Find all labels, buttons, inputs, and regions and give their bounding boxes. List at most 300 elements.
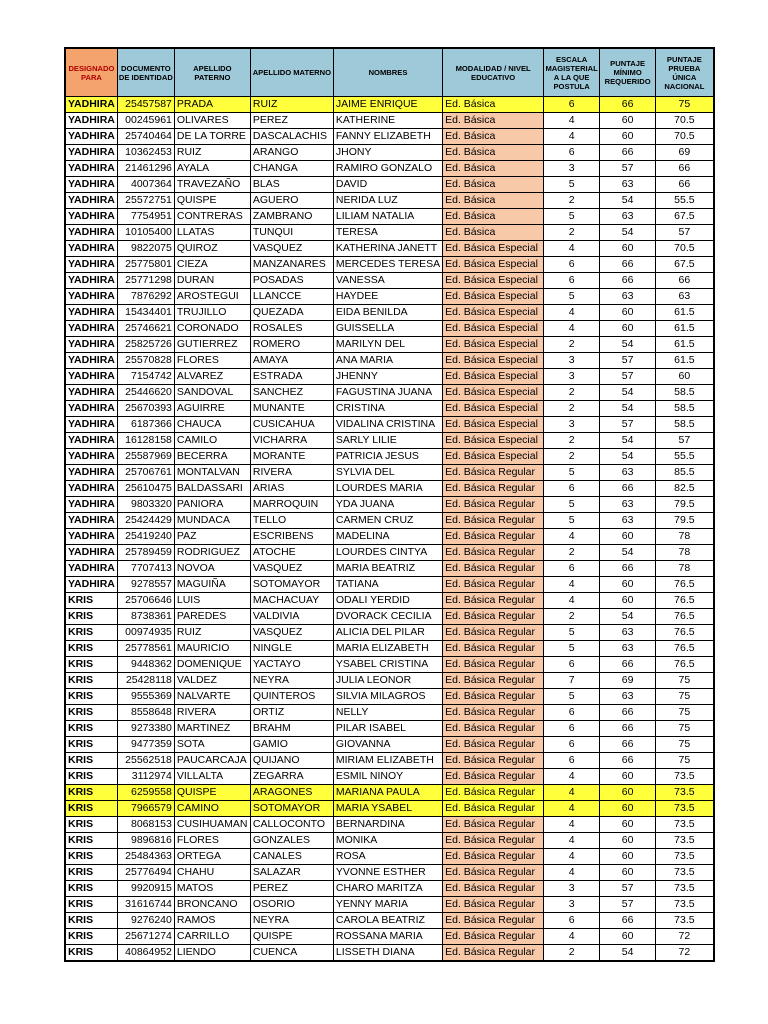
cell-apellido-materno[interactable]: CALLOCONTO — [250, 817, 333, 833]
cell-puntaje-nacional[interactable]: 73.5 — [656, 881, 714, 897]
cell-puntaje-nacional[interactable]: 73.5 — [656, 769, 714, 785]
cell-puntaje-minimo[interactable]: 60 — [600, 849, 656, 865]
table-row[interactable] — [65, 769, 714, 785]
cell-apellido-paterno[interactable]: RODRIGUEZ — [174, 545, 250, 561]
cell-documento[interactable]: 21461296 — [117, 161, 174, 177]
cell-apellido-materno[interactable]: MARROQUIN — [250, 497, 333, 513]
cell-nombres[interactable]: ROSSANA MARIA — [333, 929, 442, 945]
table-row[interactable] — [65, 721, 714, 737]
cell-escala[interactable]: 4 — [544, 129, 600, 145]
cell-puntaje-minimo[interactable]: 66 — [600, 753, 656, 769]
cell-apellido-paterno[interactable]: RAMOS — [174, 913, 250, 929]
cell-documento[interactable]: 8738361 — [117, 609, 174, 625]
cell-apellido-materno[interactable]: QUISPE — [250, 929, 333, 945]
cell-puntaje-minimo[interactable]: 66 — [600, 273, 656, 289]
cell-puntaje-nacional[interactable]: 72 — [656, 945, 714, 962]
cell-puntaje-nacional[interactable]: 75 — [656, 705, 714, 721]
table-row[interactable] — [65, 289, 714, 305]
table-row[interactable] — [65, 193, 714, 209]
cell-nombres[interactable]: FAGUSTINA JUANA — [333, 385, 442, 401]
cell-nombres[interactable]: MADELINA — [333, 529, 442, 545]
cell-documento[interactable]: 25587969 — [117, 449, 174, 465]
cell-puntaje-minimo[interactable]: 60 — [600, 577, 656, 593]
cell-designado[interactable]: YADHIRA — [65, 241, 117, 257]
cell-nombres[interactable]: JHENNY — [333, 369, 442, 385]
cell-apellido-paterno[interactable]: NOVOA — [174, 561, 250, 577]
cell-nombres[interactable]: ALICIA DEL PILAR — [333, 625, 442, 641]
cell-designado[interactable]: KRIS — [65, 881, 117, 897]
cell-modalidad[interactable]: Ed. Básica Regular — [443, 753, 544, 769]
cell-apellido-materno[interactable]: NINGLE — [250, 641, 333, 657]
cell-documento[interactable]: 9803320 — [117, 497, 174, 513]
table-row[interactable] — [65, 241, 714, 257]
cell-apellido-paterno[interactable]: LUIS — [174, 593, 250, 609]
cell-modalidad[interactable]: Ed. Básica Regular — [443, 705, 544, 721]
cell-modalidad[interactable]: Ed. Básica Especial — [443, 257, 544, 273]
cell-escala[interactable]: 4 — [544, 833, 600, 849]
table-row[interactable] — [65, 625, 714, 641]
cell-designado[interactable]: KRIS — [65, 897, 117, 913]
cell-escala[interactable]: 6 — [544, 561, 600, 577]
cell-documento[interactable]: 9555369 — [117, 689, 174, 705]
cell-designado[interactable]: YADHIRA — [65, 577, 117, 593]
cell-nombres[interactable]: YDA JUANA — [333, 497, 442, 513]
cell-designado[interactable]: YADHIRA — [65, 497, 117, 513]
header-apellido-materno[interactable]: APELLIDO MATERNO — [250, 48, 333, 97]
cell-apellido-paterno[interactable]: FLORES — [174, 833, 250, 849]
cell-apellido-paterno[interactable]: DURAN — [174, 273, 250, 289]
cell-puntaje-minimo[interactable]: 57 — [600, 353, 656, 369]
cell-apellido-materno[interactable]: PEREZ — [250, 113, 333, 129]
cell-puntaje-minimo[interactable]: 57 — [600, 369, 656, 385]
cell-nombres[interactable]: RAMIRO GONZALO — [333, 161, 442, 177]
cell-puntaje-nacional[interactable]: 60 — [656, 369, 714, 385]
cell-puntaje-minimo[interactable]: 54 — [600, 337, 656, 353]
cell-nombres[interactable]: KATHERINE — [333, 113, 442, 129]
table-row[interactable] — [65, 913, 714, 929]
cell-puntaje-minimo[interactable]: 60 — [600, 865, 656, 881]
cell-designado[interactable]: KRIS — [65, 753, 117, 769]
cell-modalidad[interactable]: Ed. Básica Especial — [443, 273, 544, 289]
cell-puntaje-minimo[interactable]: 66 — [600, 657, 656, 673]
cell-apellido-materno[interactable]: ORTIZ — [250, 705, 333, 721]
cell-documento[interactable]: 6187366 — [117, 417, 174, 433]
cell-apellido-materno[interactable]: ZEGARRA — [250, 769, 333, 785]
cell-nombres[interactable]: MARIA YSABEL — [333, 801, 442, 817]
cell-apellido-materno[interactable]: LLANCCE — [250, 289, 333, 305]
cell-documento[interactable]: 9273380 — [117, 721, 174, 737]
cell-designado[interactable]: YADHIRA — [65, 289, 117, 305]
cell-apellido-materno[interactable]: SALAZAR — [250, 865, 333, 881]
cell-nombres[interactable]: MIRIAM ELIZABETH — [333, 753, 442, 769]
cell-nombres[interactable]: JULIA LEONOR — [333, 673, 442, 689]
cell-modalidad[interactable]: Ed. Básica Regular — [443, 785, 544, 801]
cell-modalidad[interactable]: Ed. Básica Regular — [443, 801, 544, 817]
cell-designado[interactable]: YADHIRA — [65, 417, 117, 433]
cell-puntaje-minimo[interactable]: 54 — [600, 945, 656, 962]
cell-escala[interactable]: 3 — [544, 897, 600, 913]
cell-apellido-paterno[interactable]: DE LA TORRE — [174, 129, 250, 145]
cell-escala[interactable]: 4 — [544, 593, 600, 609]
cell-documento[interactable]: 7966579 — [117, 801, 174, 817]
cell-nombres[interactable]: TATIANA — [333, 577, 442, 593]
cell-modalidad[interactable]: Ed. Básica Regular — [443, 657, 544, 673]
cell-modalidad[interactable]: Ed. Básica — [443, 145, 544, 161]
cell-modalidad[interactable]: Ed. Básica Regular — [443, 881, 544, 897]
cell-escala[interactable]: 4 — [544, 929, 600, 945]
cell-apellido-materno[interactable]: MANZANARES — [250, 257, 333, 273]
cell-documento[interactable]: 25484363 — [117, 849, 174, 865]
table-row[interactable] — [65, 641, 714, 657]
cell-documento[interactable]: 8558648 — [117, 705, 174, 721]
cell-apellido-materno[interactable]: VASQUEZ — [250, 625, 333, 641]
cell-apellido-materno[interactable]: ESCRIBENS — [250, 529, 333, 545]
cell-puntaje-minimo[interactable]: 54 — [600, 433, 656, 449]
cell-documento[interactable]: 25562518 — [117, 753, 174, 769]
cell-modalidad[interactable]: Ed. Básica Regular — [443, 929, 544, 945]
cell-apellido-materno[interactable]: CHANGA — [250, 161, 333, 177]
cell-apellido-materno[interactable]: ARAGONES — [250, 785, 333, 801]
cell-nombres[interactable]: YENNY MARIA — [333, 897, 442, 913]
cell-escala[interactable]: 5 — [544, 209, 600, 225]
cell-nombres[interactable]: FANNY ELIZABETH — [333, 129, 442, 145]
cell-apellido-materno[interactable]: QUIJANO — [250, 753, 333, 769]
cell-escala[interactable]: 5 — [544, 689, 600, 705]
cell-puntaje-nacional[interactable]: 75 — [656, 673, 714, 689]
cell-apellido-materno[interactable]: RIVERA — [250, 465, 333, 481]
cell-puntaje-nacional[interactable]: 73.5 — [656, 785, 714, 801]
cell-designado[interactable]: KRIS — [65, 865, 117, 881]
cell-designado[interactable]: YADHIRA — [65, 465, 117, 481]
table-row[interactable] — [65, 737, 714, 753]
cell-escala[interactable]: 6 — [544, 705, 600, 721]
cell-modalidad[interactable]: Ed. Básica Regular — [443, 465, 544, 481]
cell-documento[interactable]: 25746621 — [117, 321, 174, 337]
cell-escala[interactable]: 2 — [544, 385, 600, 401]
cell-puntaje-nacional[interactable]: 61.5 — [656, 337, 714, 353]
table-row[interactable] — [65, 753, 714, 769]
cell-modalidad[interactable]: Ed. Básica Regular — [443, 513, 544, 529]
cell-designado[interactable]: YADHIRA — [65, 353, 117, 369]
cell-modalidad[interactable]: Ed. Básica — [443, 113, 544, 129]
cell-documento[interactable]: 25419240 — [117, 529, 174, 545]
cell-apellido-paterno[interactable]: BALDASSARI — [174, 481, 250, 497]
cell-designado[interactable]: KRIS — [65, 737, 117, 753]
cell-puntaje-nacional[interactable]: 61.5 — [656, 305, 714, 321]
cell-designado[interactable]: YADHIRA — [65, 513, 117, 529]
cell-puntaje-nacional[interactable]: 63 — [656, 289, 714, 305]
cell-apellido-materno[interactable]: SOTOMAYOR — [250, 577, 333, 593]
cell-puntaje-minimo[interactable]: 63 — [600, 641, 656, 657]
cell-apellido-paterno[interactable]: RUIZ — [174, 145, 250, 161]
cell-puntaje-nacional[interactable]: 79.5 — [656, 497, 714, 513]
table-row[interactable] — [65, 177, 714, 193]
cell-designado[interactable]: YADHIRA — [65, 97, 117, 113]
cell-puntaje-minimo[interactable]: 57 — [600, 881, 656, 897]
cell-apellido-paterno[interactable]: GUTIERREZ — [174, 337, 250, 353]
cell-designado[interactable]: KRIS — [65, 929, 117, 945]
cell-designado[interactable]: YADHIRA — [65, 481, 117, 497]
cell-documento[interactable]: 9477359 — [117, 737, 174, 753]
cell-puntaje-nacional[interactable]: 58.5 — [656, 385, 714, 401]
cell-modalidad[interactable]: Ed. Básica Regular — [443, 913, 544, 929]
cell-designado[interactable]: YADHIRA — [65, 369, 117, 385]
cell-documento[interactable]: 9822075 — [117, 241, 174, 257]
cell-puntaje-minimo[interactable]: 69 — [600, 673, 656, 689]
cell-documento[interactable]: 9276240 — [117, 913, 174, 929]
cell-modalidad[interactable]: Ed. Básica Regular — [443, 833, 544, 849]
cell-apellido-materno[interactable]: SANCHEZ — [250, 385, 333, 401]
cell-apellido-paterno[interactable]: MAGUIÑA — [174, 577, 250, 593]
cell-apellido-paterno[interactable]: FLORES — [174, 353, 250, 369]
cell-modalidad[interactable]: Ed. Básica — [443, 177, 544, 193]
cell-apellido-paterno[interactable]: NALVARTE — [174, 689, 250, 705]
cell-escala[interactable]: 5 — [544, 465, 600, 481]
table-row[interactable] — [65, 561, 714, 577]
cell-puntaje-nacional[interactable]: 69 — [656, 145, 714, 161]
cell-apellido-paterno[interactable]: PAZ — [174, 529, 250, 545]
table-row[interactable] — [65, 593, 714, 609]
table-row[interactable] — [65, 113, 714, 129]
table-row[interactable] — [65, 385, 714, 401]
table-row[interactable] — [65, 929, 714, 945]
cell-puntaje-minimo[interactable]: 66 — [600, 481, 656, 497]
cell-designado[interactable]: YADHIRA — [65, 113, 117, 129]
cell-nombres[interactable]: LOURDES CINTYA — [333, 545, 442, 561]
cell-escala[interactable]: 3 — [544, 161, 600, 177]
cell-modalidad[interactable]: Ed. Básica Regular — [443, 897, 544, 913]
cell-designado[interactable]: YADHIRA — [65, 257, 117, 273]
cell-designado[interactable]: KRIS — [65, 689, 117, 705]
cell-puntaje-minimo[interactable]: 54 — [600, 545, 656, 561]
cell-escala[interactable]: 5 — [544, 641, 600, 657]
cell-documento[interactable]: 9896816 — [117, 833, 174, 849]
cell-apellido-paterno[interactable]: QUISPE — [174, 193, 250, 209]
cell-apellido-materno[interactable]: BLAS — [250, 177, 333, 193]
cell-designado[interactable]: YADHIRA — [65, 385, 117, 401]
cell-apellido-materno[interactable]: VICHARRA — [250, 433, 333, 449]
table-row[interactable] — [65, 833, 714, 849]
cell-nombres[interactable]: SYLVIA DEL — [333, 465, 442, 481]
cell-nombres[interactable]: MONIKA — [333, 833, 442, 849]
cell-modalidad[interactable]: Ed. Básica Regular — [443, 593, 544, 609]
table-row[interactable] — [65, 577, 714, 593]
cell-documento[interactable]: 25740464 — [117, 129, 174, 145]
cell-apellido-paterno[interactable]: CIEZA — [174, 257, 250, 273]
cell-nombres[interactable]: LISSETH DIANA — [333, 945, 442, 962]
cell-puntaje-nacional[interactable]: 73.5 — [656, 913, 714, 929]
cell-modalidad[interactable]: Ed. Básica Regular — [443, 737, 544, 753]
cell-apellido-paterno[interactable]: PAUCARCAJA — [174, 753, 250, 769]
cell-designado[interactable]: KRIS — [65, 913, 117, 929]
cell-documento[interactable]: 25706761 — [117, 465, 174, 481]
cell-nombres[interactable]: VANESSA — [333, 273, 442, 289]
cell-apellido-paterno[interactable]: MARTINEZ — [174, 721, 250, 737]
cell-modalidad[interactable]: Ed. Básica Especial — [443, 401, 544, 417]
cell-apellido-paterno[interactable]: BRONCANO — [174, 897, 250, 913]
cell-nombres[interactable]: PILAR ISABEL — [333, 721, 442, 737]
cell-escala[interactable]: 4 — [544, 113, 600, 129]
cell-puntaje-nacional[interactable]: 76.5 — [656, 593, 714, 609]
cell-escala[interactable]: 6 — [544, 737, 600, 753]
cell-documento[interactable]: 40864952 — [117, 945, 174, 962]
cell-puntaje-nacional[interactable]: 70.5 — [656, 129, 714, 145]
cell-puntaje-nacional[interactable]: 76.5 — [656, 625, 714, 641]
cell-apellido-materno[interactable]: PEREZ — [250, 881, 333, 897]
cell-puntaje-minimo[interactable]: 66 — [600, 737, 656, 753]
table-row[interactable] — [65, 321, 714, 337]
cell-escala[interactable]: 5 — [544, 289, 600, 305]
cell-escala[interactable]: 4 — [544, 577, 600, 593]
cell-puntaje-nacional[interactable]: 78 — [656, 545, 714, 561]
cell-apellido-paterno[interactable]: AROSTEGUI — [174, 289, 250, 305]
cell-apellido-materno[interactable]: MORANTE — [250, 449, 333, 465]
cell-modalidad[interactable]: Ed. Básica Regular — [443, 945, 544, 962]
cell-modalidad[interactable]: Ed. Básica Regular — [443, 865, 544, 881]
table-row[interactable] — [65, 417, 714, 433]
cell-puntaje-nacional[interactable]: 70.5 — [656, 241, 714, 257]
cell-designado[interactable]: KRIS — [65, 721, 117, 737]
cell-puntaje-minimo[interactable]: 66 — [600, 257, 656, 273]
cell-documento[interactable]: 15434401 — [117, 305, 174, 321]
cell-puntaje-minimo[interactable]: 60 — [600, 113, 656, 129]
cell-apellido-paterno[interactable]: CARRILLO — [174, 929, 250, 945]
cell-nombres[interactable]: SILVIA MILAGROS — [333, 689, 442, 705]
cell-puntaje-minimo[interactable]: 57 — [600, 161, 656, 177]
cell-apellido-paterno[interactable]: OLIVARES — [174, 113, 250, 129]
header-nombres[interactable]: NOMBRES — [333, 48, 442, 97]
cell-puntaje-nacional[interactable]: 73.5 — [656, 833, 714, 849]
cell-designado[interactable]: YADHIRA — [65, 177, 117, 193]
cell-modalidad[interactable]: Ed. Básica Especial — [443, 305, 544, 321]
cell-modalidad[interactable]: Ed. Básica Regular — [443, 481, 544, 497]
table-row[interactable] — [65, 529, 714, 545]
cell-escala[interactable]: 2 — [544, 433, 600, 449]
table-row[interactable] — [65, 401, 714, 417]
cell-nombres[interactable]: GIOVANNA — [333, 737, 442, 753]
cell-nombres[interactable]: HAYDEE — [333, 289, 442, 305]
cell-escala[interactable]: 6 — [544, 257, 600, 273]
cell-documento[interactable]: 7754951 — [117, 209, 174, 225]
cell-escala[interactable]: 3 — [544, 417, 600, 433]
cell-documento[interactable]: 25446620 — [117, 385, 174, 401]
table-row[interactable] — [65, 145, 714, 161]
header-escala[interactable]: ESCALA MAGISTERIAL A LA QUE POSTULA — [544, 48, 600, 97]
cell-escala[interactable]: 2 — [544, 225, 600, 241]
cell-modalidad[interactable]: Ed. Básica — [443, 225, 544, 241]
cell-documento[interactable]: 25424429 — [117, 513, 174, 529]
cell-documento[interactable]: 25789459 — [117, 545, 174, 561]
cell-apellido-materno[interactable]: NEYRA — [250, 673, 333, 689]
cell-puntaje-nacional[interactable]: 55.5 — [656, 193, 714, 209]
cell-documento[interactable]: 25572751 — [117, 193, 174, 209]
cell-escala[interactable]: 2 — [544, 193, 600, 209]
cell-designado[interactable]: YADHIRA — [65, 449, 117, 465]
cell-apellido-paterno[interactable]: RIVERA — [174, 705, 250, 721]
cell-modalidad[interactable]: Ed. Básica — [443, 97, 544, 113]
cell-escala[interactable]: 2 — [544, 945, 600, 962]
cell-puntaje-nacional[interactable]: 75 — [656, 97, 714, 113]
cell-puntaje-nacional[interactable]: 58.5 — [656, 417, 714, 433]
table-row[interactable] — [65, 881, 714, 897]
cell-designado[interactable]: KRIS — [65, 833, 117, 849]
cell-escala[interactable]: 6 — [544, 657, 600, 673]
cell-designado[interactable]: KRIS — [65, 705, 117, 721]
cell-apellido-paterno[interactable]: CHAUCA — [174, 417, 250, 433]
cell-designado[interactable]: KRIS — [65, 609, 117, 625]
table-row[interactable] — [65, 945, 714, 962]
cell-apellido-materno[interactable]: BRAHM — [250, 721, 333, 737]
header-puntaje-minimo[interactable]: PUNTAJE MÍNIMO REQUERIDO — [600, 48, 656, 97]
cell-apellido-materno[interactable]: VASQUEZ — [250, 241, 333, 257]
table-row[interactable] — [65, 689, 714, 705]
table-row[interactable] — [65, 209, 714, 225]
cell-designado[interactable]: YADHIRA — [65, 145, 117, 161]
cell-modalidad[interactable]: Ed. Básica Regular — [443, 689, 544, 705]
cell-apellido-materno[interactable]: CUENCA — [250, 945, 333, 962]
cell-puntaje-minimo[interactable]: 63 — [600, 689, 656, 705]
cell-apellido-paterno[interactable]: QUISPE — [174, 785, 250, 801]
cell-apellido-paterno[interactable]: CAMINO — [174, 801, 250, 817]
cell-puntaje-nacional[interactable]: 61.5 — [656, 353, 714, 369]
cell-puntaje-minimo[interactable]: 66 — [600, 721, 656, 737]
header-apellido-paterno[interactable]: APELLIDO PATERNO — [174, 48, 250, 97]
cell-documento[interactable]: 6259558 — [117, 785, 174, 801]
cell-escala[interactable]: 4 — [544, 865, 600, 881]
table-row[interactable] — [65, 337, 714, 353]
cell-documento[interactable]: 25457587 — [117, 97, 174, 113]
cell-nombres[interactable]: EIDA BENILDA — [333, 305, 442, 321]
cell-designado[interactable]: KRIS — [65, 801, 117, 817]
cell-apellido-paterno[interactable]: CHAHU — [174, 865, 250, 881]
cell-modalidad[interactable]: Ed. Básica Especial — [443, 369, 544, 385]
table-row[interactable] — [65, 817, 714, 833]
cell-escala[interactable]: 4 — [544, 801, 600, 817]
cell-puntaje-minimo[interactable]: 60 — [600, 529, 656, 545]
table-row[interactable] — [65, 129, 714, 145]
cell-apellido-paterno[interactable]: VALDEZ — [174, 673, 250, 689]
cell-nombres[interactable]: GUISSELLA — [333, 321, 442, 337]
cell-apellido-paterno[interactable]: PANIORA — [174, 497, 250, 513]
cell-apellido-materno[interactable]: MUNANTE — [250, 401, 333, 417]
cell-puntaje-minimo[interactable]: 66 — [600, 97, 656, 113]
cell-designado[interactable]: YADHIRA — [65, 305, 117, 321]
cell-escala[interactable]: 2 — [544, 449, 600, 465]
cell-puntaje-nacional[interactable]: 55.5 — [656, 449, 714, 465]
cell-puntaje-minimo[interactable]: 63 — [600, 289, 656, 305]
cell-nombres[interactable]: CARMEN CRUZ — [333, 513, 442, 529]
table-row[interactable] — [65, 865, 714, 881]
cell-puntaje-minimo[interactable]: 54 — [600, 449, 656, 465]
cell-nombres[interactable]: JAIME ENRIQUE — [333, 97, 442, 113]
cell-puntaje-nacional[interactable]: 75 — [656, 753, 714, 769]
cell-documento[interactable]: 10362453 — [117, 145, 174, 161]
cell-puntaje-minimo[interactable]: 63 — [600, 465, 656, 481]
cell-escala[interactable]: 4 — [544, 241, 600, 257]
cell-escala[interactable]: 4 — [544, 817, 600, 833]
cell-modalidad[interactable]: Ed. Básica Especial — [443, 449, 544, 465]
cell-documento[interactable]: 25771298 — [117, 273, 174, 289]
cell-puntaje-nacional[interactable]: 79.5 — [656, 513, 714, 529]
cell-escala[interactable]: 5 — [544, 177, 600, 193]
cell-apellido-materno[interactable]: QUINTEROS — [250, 689, 333, 705]
cell-escala[interactable]: 6 — [544, 721, 600, 737]
cell-designado[interactable]: YADHIRA — [65, 561, 117, 577]
cell-puntaje-nacional[interactable]: 73.5 — [656, 849, 714, 865]
cell-documento[interactable]: 16128158 — [117, 433, 174, 449]
table-row[interactable] — [65, 369, 714, 385]
cell-modalidad[interactable]: Ed. Básica Regular — [443, 609, 544, 625]
